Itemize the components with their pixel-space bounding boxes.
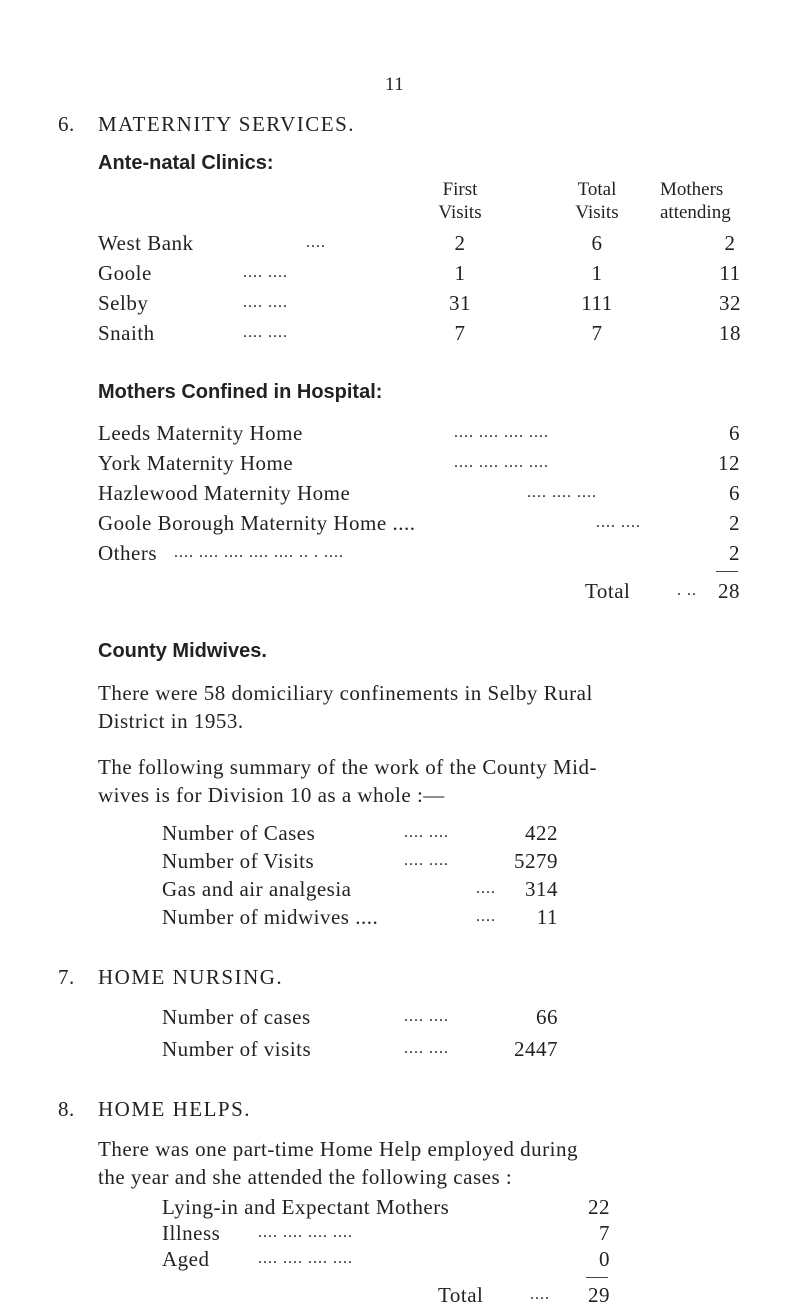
leader-dots: .... .... — [404, 1040, 449, 1057]
leader-dots: . .. — [677, 582, 697, 599]
section-title: MATERNITY SERVICES. — [98, 112, 356, 136]
page-number: 11 — [385, 74, 405, 95]
mothers-attending-value: 11 — [719, 261, 741, 285]
summary-label: Number of midwives .... — [162, 905, 379, 929]
leader-dots: .... .... — [596, 514, 641, 531]
leader-dots: .... .... .... .... .... .. . .... — [174, 544, 344, 561]
clinic-name: West Bank — [98, 231, 194, 255]
leader-dots: .... .... — [243, 264, 288, 281]
nursing-value: 66 — [536, 1005, 558, 1029]
nursing-value: 2447 — [514, 1037, 558, 1061]
section-number: 6. — [58, 112, 75, 136]
first-visits-value: 31 — [449, 291, 471, 315]
hospital-value: 2 — [729, 541, 740, 565]
clinic-name: Goole — [98, 261, 152, 285]
hospital-value: 6 — [729, 421, 740, 445]
nursing-label: Number of cases — [162, 1005, 311, 1029]
summary-label: Number of Cases — [162, 821, 316, 845]
summary-value: 5279 — [514, 849, 558, 873]
case-value: 22 — [588, 1195, 610, 1219]
hospital-name: Leeds Maternity Home — [98, 421, 303, 445]
col-header-mothers-attending: Mothers attending — [660, 179, 731, 223]
summary-value: 11 — [536, 905, 558, 929]
hospital-name: Hazlewood Maternity Home — [98, 481, 351, 505]
paragraph-line: There were 58 domiciliary confinements in Selby Rural — [98, 681, 593, 705]
section-number: 8. — [58, 1097, 75, 1121]
leader-dots: .... .... .... .... — [258, 1224, 353, 1241]
leader-dots: .... .... — [243, 294, 288, 311]
midwives-heading: County Midwives. — [98, 640, 267, 662]
case-value: 0 — [599, 1247, 610, 1271]
leader-dots: .... .... .... — [527, 484, 597, 501]
paragraph-line: The following summary of the work of the County Mid- — [98, 755, 598, 779]
leader-dots: .... .... .... .... — [454, 454, 549, 471]
first-visits-value: 2 — [454, 231, 466, 255]
hospital-value: 6 — [729, 481, 740, 505]
leader-dots: .... .... .... .... — [258, 1250, 353, 1267]
total-visits-value: 1 — [591, 261, 603, 285]
hospital-name: Others — [98, 541, 157, 565]
summary-value: 314 — [525, 877, 558, 901]
section-title: HOME NURSING. — [98, 965, 284, 989]
total-rule — [716, 571, 738, 572]
mothers-attending-value: 2 — [724, 231, 736, 255]
paragraph-line: the year and she attended the following cases : — [98, 1165, 513, 1189]
nursing-label: Number of visits — [162, 1037, 312, 1061]
total-visits-value: 6 — [591, 231, 603, 255]
first-visits-value: 1 — [454, 261, 466, 285]
hospital-total-value: 28 — [718, 579, 740, 603]
first-visits-value: 7 — [454, 321, 466, 345]
total-visits-value: 7 — [591, 321, 603, 345]
hospital-value: 2 — [729, 511, 740, 535]
leader-dots: .... .... — [404, 1008, 449, 1025]
home-helps-total-label: Total — [438, 1283, 484, 1307]
leader-dots: .... .... — [404, 852, 449, 869]
clinic-name: Selby — [98, 291, 149, 315]
summary-label: Gas and air analgesia — [162, 877, 352, 901]
hospital-name: Goole Borough Maternity Home .... — [98, 511, 416, 535]
mothers-attending-value: 32 — [719, 291, 741, 315]
leader-dots: .... — [476, 880, 496, 897]
hospital-total-label: Total — [585, 579, 631, 603]
paragraph-line: wives is for Division 10 as a whole :— — [98, 783, 445, 807]
total-rule — [586, 1277, 608, 1278]
leader-dots: .... .... .... .... — [454, 424, 549, 441]
section-number: 7. — [58, 965, 75, 989]
section-title: HOME HELPS. — [98, 1097, 252, 1121]
leader-dots: .... — [476, 908, 496, 925]
leader-dots: .... — [306, 234, 326, 251]
leader-dots: .... .... — [243, 324, 288, 341]
home-helps-total-value: 29 — [588, 1283, 610, 1307]
paragraph-line: There was one part-time Home Help employed during — [98, 1137, 578, 1161]
paragraph-line: District in 1953. — [98, 709, 244, 733]
hospital-name: York Maternity Home — [98, 451, 294, 475]
hospital-value: 12 — [718, 451, 740, 475]
col-header-total-visits: Total Visits — [575, 179, 619, 223]
leader-dots: .... — [530, 1286, 550, 1303]
leader-dots: .... .... — [404, 824, 449, 841]
case-label: Illness — [162, 1221, 221, 1245]
mothers-attending-value: 18 — [719, 321, 741, 345]
total-visits-value: 111 — [581, 291, 613, 315]
summary-label: Number of Visits — [162, 849, 315, 873]
clinic-name: Snaith — [98, 321, 155, 345]
case-label: Lying-in and Expectant Mothers — [162, 1195, 450, 1219]
hospital-heading: Mothers Confined in Hospital: — [98, 381, 383, 403]
antenatal-heading: Ante-natal Clinics: — [98, 152, 274, 174]
case-value: 7 — [599, 1221, 610, 1245]
col-header-first-visits: First Visits — [438, 179, 482, 223]
case-label: Aged — [162, 1247, 210, 1271]
summary-value: 422 — [525, 821, 558, 845]
